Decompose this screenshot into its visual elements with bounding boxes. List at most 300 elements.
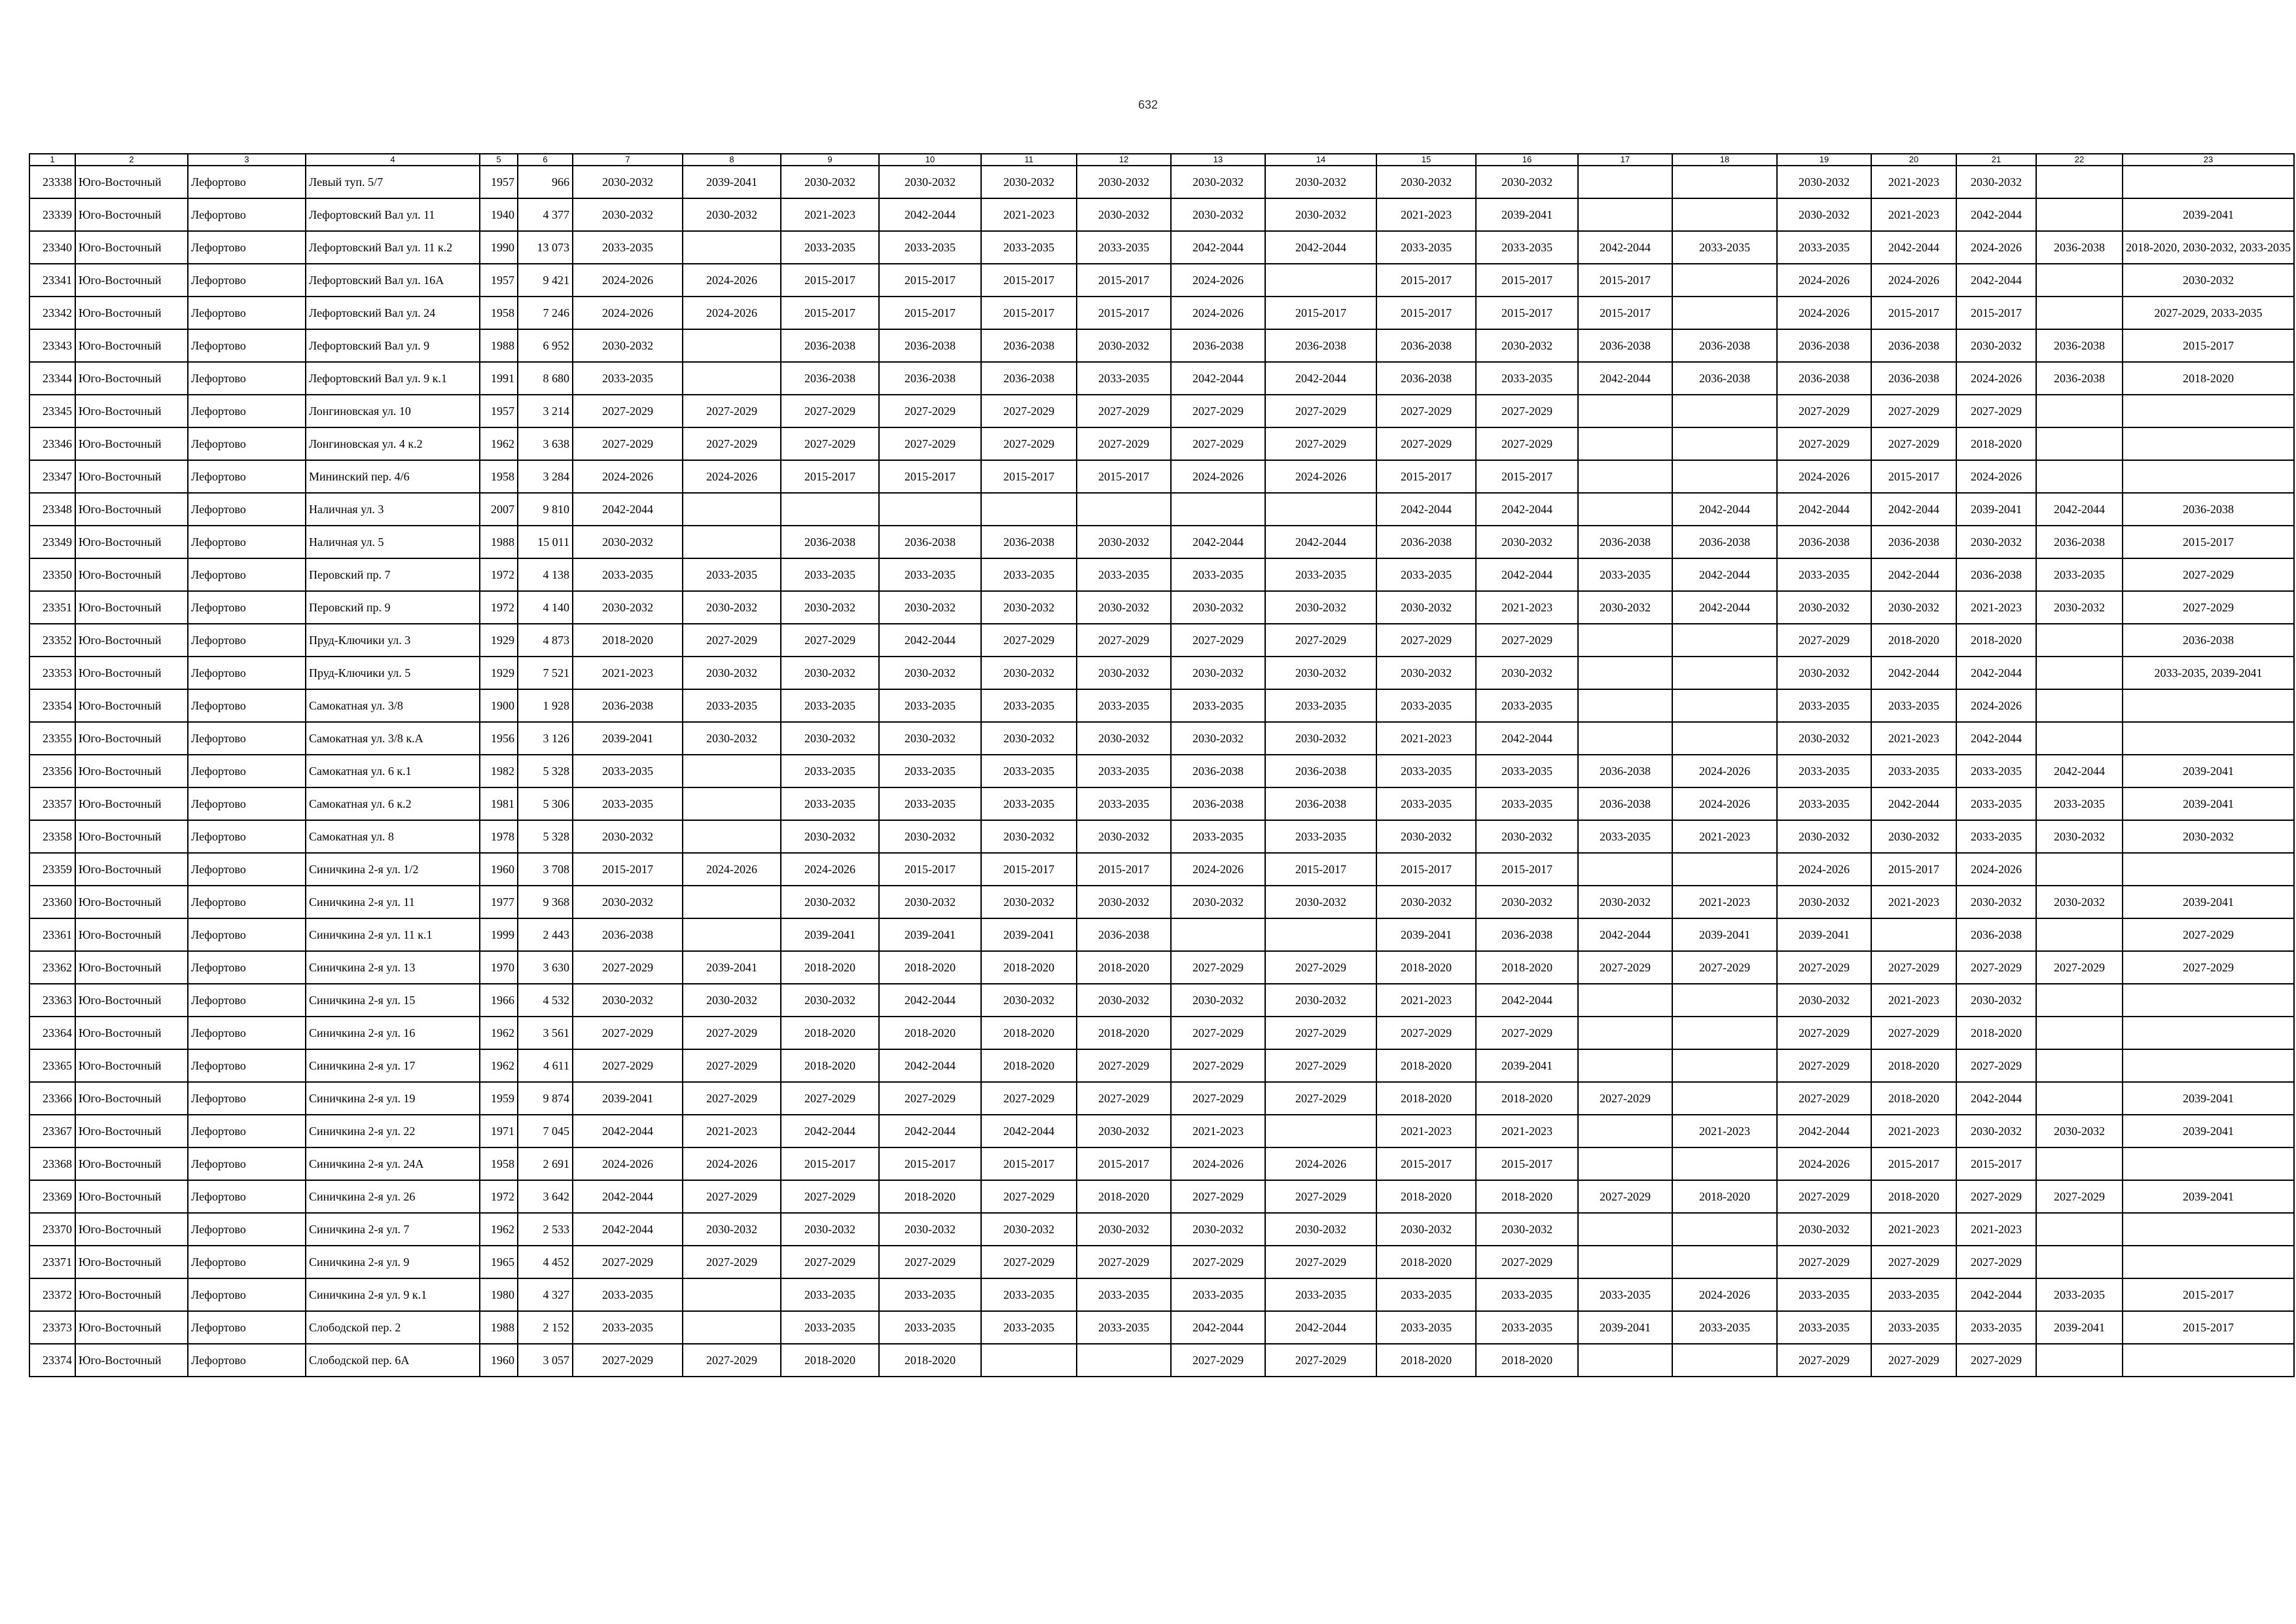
period-cell-col-9: 2027-2029 [781,1180,879,1213]
period-cell-col-8: 2027-2029 [683,427,781,460]
period-cell-col-11: 2027-2029 [981,624,1077,657]
table-row [29,624,2294,657]
period-cell-col-14: 2030-2032 [1265,591,1376,624]
district-cell: Юго-Восточный [75,427,188,460]
period-cell-col-16: 2027-2029 [1476,1017,1578,1049]
period-cell-col-16: 2018-2020 [1476,951,1578,984]
build-year-cell: 1900 [480,689,518,722]
area-cell: Лефортово [188,362,306,395]
period-cell-col-12: 2027-2029 [1077,1246,1171,1278]
period-cell-col-15: 2027-2029 [1376,395,1476,427]
period-cell-col-21: 2027-2029 [1956,1344,2036,1377]
period-cell-col-12: 2015-2017 [1077,297,1171,329]
period-cell-col-7: 2033-2035 [573,1278,683,1311]
period-cell-col-11: 2030-2032 [981,591,1077,624]
period-cell-col-22: 2027-2029 [2036,951,2123,984]
period-cell-col-7: 2033-2035 [573,558,683,591]
build-year-cell: 1999 [480,918,518,951]
period-cell-col-18: 2021-2023 [1672,886,1777,918]
total-area-cell: 9 874 [518,1082,573,1115]
period-cell-col-17: 2015-2017 [1578,264,1672,297]
period-cell-col-17 [1578,657,1672,689]
period-cell-col-11: 2033-2035 [981,689,1077,722]
period-cell-col-17: 2033-2035 [1578,558,1672,591]
period-cell-col-14: 2024-2026 [1265,1147,1376,1180]
period-cell-col-12: 2030-2032 [1077,722,1171,755]
period-cell-col-18 [1672,624,1777,657]
total-area-cell: 13 073 [518,231,573,264]
period-cell-col-7: 2042-2044 [573,1213,683,1246]
total-area-cell: 15 011 [518,526,573,558]
period-cell-col-14: 2033-2035 [1265,820,1376,853]
period-cell-col-11: 2027-2029 [981,395,1077,427]
table-row [29,1278,2294,1311]
period-cell-col-7: 2024-2026 [573,1147,683,1180]
period-cell-col-21: 2021-2023 [1956,591,2036,624]
period-cell-col-17 [1578,1147,1672,1180]
period-cell-col-21: 2027-2029 [1956,1246,2036,1278]
period-cell-col-15: 2027-2029 [1376,427,1476,460]
period-cell-col-19: 2024-2026 [1777,1147,1871,1180]
period-cell-col-20: 2021-2023 [1871,886,1956,918]
period-cell-col-18: 2018-2020 [1672,1180,1777,1213]
period-cell-col-18 [1672,853,1777,886]
district-cell: Юго-Восточный [75,624,188,657]
period-cell-col-15: 2018-2020 [1376,1180,1476,1213]
address-cell: Синичкина 2-я ул. 22 [306,1115,480,1147]
period-cell-col-14 [1265,264,1376,297]
period-cell-col-17: 2015-2017 [1578,297,1672,329]
period-cell-col-23 [2123,1049,2294,1082]
period-cell-col-22: 2036-2038 [2036,362,2123,395]
period-cell-col-16: 2030-2032 [1476,886,1578,918]
area-cell: Лефортово [188,1147,306,1180]
column-header-12: 12 [1077,154,1171,166]
period-cell-col-12: 2018-2020 [1077,1017,1171,1049]
area-cell: Лефортово [188,558,306,591]
address-cell: Слободской пер. 2 [306,1311,480,1344]
period-cell-col-21: 2021-2023 [1956,1213,2036,1246]
period-cell-col-22 [2036,1213,2123,1246]
period-cell-col-19: 2033-2035 [1777,1278,1871,1311]
period-cell-col-22 [2036,689,2123,722]
period-cell-col-12: 2015-2017 [1077,460,1171,493]
period-cell-col-20: 2027-2029 [1871,427,1956,460]
period-cell-col-8: 2030-2032 [683,722,781,755]
period-cell-col-11: 2036-2038 [981,526,1077,558]
period-cell-col-23 [2123,1246,2294,1278]
period-cell-col-10: 2015-2017 [879,264,981,297]
period-cell-col-13: 2024-2026 [1171,264,1265,297]
period-cell-col-11: 2033-2035 [981,231,1077,264]
period-cell-col-7: 2042-2044 [573,493,683,526]
area-cell: Лефортово [188,493,306,526]
total-area-cell: 9 421 [518,264,573,297]
period-cell-col-8: 2024-2026 [683,264,781,297]
period-cell-col-10: 2033-2035 [879,787,981,820]
period-cell-col-19: 2030-2032 [1777,657,1871,689]
period-cell-col-17: 2027-2029 [1578,1180,1672,1213]
address-cell: Синичкина 2-я ул. 15 [306,984,480,1017]
period-cell-col-22 [2036,427,2123,460]
area-cell: Лефортово [188,1311,306,1344]
period-cell-col-11: 2033-2035 [981,1278,1077,1311]
period-cell-col-12: 2030-2032 [1077,1115,1171,1147]
period-cell-col-18 [1672,460,1777,493]
total-area-cell: 2 443 [518,918,573,951]
period-cell-col-17: 2042-2044 [1578,362,1672,395]
period-cell-col-20: 2027-2029 [1871,951,1956,984]
period-cell-col-13: 2027-2029 [1171,1180,1265,1213]
record-number-cell: 23338 [29,166,75,198]
district-cell: Юго-Восточный [75,591,188,624]
address-cell: Лефортовский Вал ул. 16А [306,264,480,297]
period-cell-col-10: 2033-2035 [879,231,981,264]
period-cell-col-14: 2027-2029 [1265,395,1376,427]
period-cell-col-17 [1578,1213,1672,1246]
period-cell-col-11 [981,493,1077,526]
period-cell-col-8: 2030-2032 [683,984,781,1017]
period-cell-col-10: 2039-2041 [879,918,981,951]
period-cell-col-20: 2018-2020 [1871,1049,1956,1082]
build-year-cell: 1988 [480,329,518,362]
period-cell-col-8: 2033-2035 [683,689,781,722]
period-cell-col-10: 2027-2029 [879,395,981,427]
period-cell-col-9: 2015-2017 [781,297,879,329]
record-number-cell: 23373 [29,1311,75,1344]
period-cell-col-21: 2030-2032 [1956,1115,2036,1147]
area-cell: Лефортово [188,198,306,231]
period-cell-col-18 [1672,395,1777,427]
period-cell-col-23: 2027-2029 [2123,918,2294,951]
area-cell: Лефортово [188,329,306,362]
period-cell-col-19: 2030-2032 [1777,198,1871,231]
total-area-cell: 6 952 [518,329,573,362]
address-cell: Синичкина 2-я ул. 9 [306,1246,480,1278]
period-cell-col-15: 2030-2032 [1376,591,1476,624]
period-cell-col-9: 2024-2026 [781,853,879,886]
area-cell: Лефортово [188,657,306,689]
area-cell: Лефортово [188,1278,306,1311]
period-cell-col-8: 2030-2032 [683,591,781,624]
period-cell-col-11: 2015-2017 [981,460,1077,493]
district-cell: Юго-Восточный [75,787,188,820]
period-cell-col-13: 2036-2038 [1171,787,1265,820]
period-cell-col-19: 2033-2035 [1777,1311,1871,1344]
period-cell-col-7: 2018-2020 [573,624,683,657]
period-cell-col-20: 2042-2044 [1871,231,1956,264]
period-cell-col-19: 2033-2035 [1777,755,1871,787]
period-cell-col-21: 2033-2035 [1956,1311,2036,1344]
period-cell-col-14: 2042-2044 [1265,231,1376,264]
district-cell: Юго-Восточный [75,1082,188,1115]
district-cell: Юго-Восточный [75,1246,188,1278]
address-cell: Слободской пер. 6А [306,1344,480,1377]
area-cell: Лефортово [188,1213,306,1246]
period-cell-col-19: 2024-2026 [1777,460,1871,493]
period-cell-col-12: 2033-2035 [1077,755,1171,787]
period-cell-col-11: 2036-2038 [981,362,1077,395]
total-area-cell: 3 630 [518,951,573,984]
period-cell-col-19: 2036-2038 [1777,329,1871,362]
build-year-cell: 1959 [480,1082,518,1115]
period-cell-col-12: 2015-2017 [1077,264,1171,297]
period-cell-col-11: 2030-2032 [981,984,1077,1017]
period-cell-col-23: 2039-2041 [2123,755,2294,787]
period-cell-col-8: 2024-2026 [683,297,781,329]
period-cell-col-11: 2021-2023 [981,198,1077,231]
build-year-cell: 1940 [480,198,518,231]
period-cell-col-12: 2030-2032 [1077,886,1171,918]
period-cell-col-23: 2036-2038 [2123,493,2294,526]
district-cell: Юго-Восточный [75,297,188,329]
total-area-cell: 2 152 [518,1311,573,1344]
address-cell: Перовский пр. 9 [306,591,480,624]
build-year-cell: 1978 [480,820,518,853]
period-cell-col-20: 2042-2044 [1871,493,1956,526]
period-cell-col-21: 2024-2026 [1956,362,2036,395]
table-row [29,526,2294,558]
period-cell-col-13: 2030-2032 [1171,886,1265,918]
period-cell-col-22: 2033-2035 [2036,1278,2123,1311]
period-cell-col-11: 2030-2032 [981,820,1077,853]
period-cell-col-17 [1578,395,1672,427]
address-cell: Пруд-Ключики ул. 5 [306,657,480,689]
period-cell-col-16: 2033-2035 [1476,362,1578,395]
period-cell-col-19: 2033-2035 [1777,689,1871,722]
period-cell-col-10: 2018-2020 [879,1344,981,1377]
period-cell-col-15: 2018-2020 [1376,1246,1476,1278]
record-number-cell: 23366 [29,1082,75,1115]
period-cell-col-18 [1672,984,1777,1017]
period-cell-col-10: 2042-2044 [879,198,981,231]
period-cell-col-12: 2030-2032 [1077,657,1171,689]
period-cell-col-13: 2027-2029 [1171,1082,1265,1115]
period-cell-col-19: 2027-2029 [1777,1180,1871,1213]
period-cell-col-10: 2030-2032 [879,1213,981,1246]
address-cell: Синичкина 2-я ул. 13 [306,951,480,984]
period-cell-col-11: 2036-2038 [981,329,1077,362]
period-cell-col-15: 2015-2017 [1376,264,1476,297]
total-area-cell: 4 138 [518,558,573,591]
record-number-cell: 23367 [29,1115,75,1147]
build-year-cell: 1970 [480,951,518,984]
area-cell: Лефортово [188,984,306,1017]
build-year-cell: 1977 [480,886,518,918]
total-area-cell: 3 057 [518,1344,573,1377]
period-cell-col-18: 2042-2044 [1672,558,1777,591]
total-area-cell: 4 611 [518,1049,573,1082]
period-cell-col-18 [1672,1082,1777,1115]
area-cell: Лефортово [188,231,306,264]
period-cell-col-19: 2027-2029 [1777,624,1871,657]
period-cell-col-10: 2015-2017 [879,853,981,886]
period-cell-col-9: 2033-2035 [781,231,879,264]
table-row [29,297,2294,329]
period-cell-col-15: 2015-2017 [1376,460,1476,493]
period-cell-col-23 [2123,689,2294,722]
period-cell-col-20: 2024-2026 [1871,264,1956,297]
period-cell-col-20: 2033-2035 [1871,689,1956,722]
address-cell: Синичкина 2-я ул. 11 к.1 [306,918,480,951]
period-cell-col-9: 2027-2029 [781,624,879,657]
district-cell: Юго-Восточный [75,1311,188,1344]
total-area-cell: 3 642 [518,1180,573,1213]
total-area-cell: 3 214 [518,395,573,427]
period-cell-col-11 [981,1344,1077,1377]
record-number-cell: 23368 [29,1147,75,1180]
area-cell: Лефортово [188,689,306,722]
period-cell-col-20: 2015-2017 [1871,1147,1956,1180]
period-cell-col-11: 2027-2029 [981,1180,1077,1213]
area-cell: Лефортово [188,951,306,984]
period-cell-col-8: 2039-2041 [683,166,781,198]
period-cell-col-21: 2015-2017 [1956,297,2036,329]
build-year-cell: 1957 [480,166,518,198]
period-cell-col-23: 2027-2029 [2123,591,2294,624]
address-cell: Синичкина 2-я ул. 7 [306,1213,480,1246]
period-cell-col-20: 2033-2035 [1871,1278,1956,1311]
district-cell: Юго-Восточный [75,231,188,264]
period-cell-col-17: 2033-2035 [1578,1278,1672,1311]
period-cell-col-11: 2039-2041 [981,918,1077,951]
period-cell-col-10: 2030-2032 [879,886,981,918]
table-row [29,787,2294,820]
address-cell: Синичкина 2-я ул. 16 [306,1017,480,1049]
total-area-cell: 966 [518,166,573,198]
period-cell-col-20: 2033-2035 [1871,755,1956,787]
table-row [29,558,2294,591]
period-cell-col-8: 2030-2032 [683,657,781,689]
period-cell-col-20: 2021-2023 [1871,722,1956,755]
period-cell-col-22 [2036,1147,2123,1180]
area-cell: Лефортово [188,264,306,297]
period-cell-col-8: 2027-2029 [683,1049,781,1082]
period-cell-col-23 [2123,984,2294,1017]
period-cell-col-16: 2033-2035 [1476,755,1578,787]
period-cell-col-17: 2030-2032 [1578,886,1672,918]
period-cell-col-21: 2033-2035 [1956,755,2036,787]
column-header-3: 3 [188,154,306,166]
period-cell-col-14: 2027-2029 [1265,1180,1376,1213]
period-cell-col-13: 2033-2035 [1171,820,1265,853]
total-area-cell: 3 561 [518,1017,573,1049]
period-cell-col-18 [1672,427,1777,460]
housing-repair-schedule-table [29,153,2295,1377]
period-cell-col-7: 2036-2038 [573,689,683,722]
period-cell-col-7: 2033-2035 [573,1311,683,1344]
table-row [29,591,2294,624]
period-cell-col-9: 2027-2029 [781,427,879,460]
period-cell-col-17 [1578,624,1672,657]
area-cell: Лефортово [188,853,306,886]
district-cell: Юго-Восточный [75,1147,188,1180]
build-year-cell: 1962 [480,1213,518,1246]
table-row [29,689,2294,722]
period-cell-col-7: 2030-2032 [573,886,683,918]
build-year-cell: 1966 [480,984,518,1017]
address-cell: Пруд-Ключики ул. 3 [306,624,480,657]
table-row [29,427,2294,460]
period-cell-col-16: 2033-2035 [1476,689,1578,722]
period-cell-col-12: 2033-2035 [1077,1278,1171,1311]
period-cell-col-15: 2030-2032 [1376,657,1476,689]
period-cell-col-16: 2015-2017 [1476,1147,1578,1180]
total-area-cell: 2 533 [518,1213,573,1246]
period-cell-col-19: 2027-2029 [1777,1017,1871,1049]
area-cell: Лефортово [188,1082,306,1115]
build-year-cell: 1972 [480,1180,518,1213]
column-header-10: 10 [879,154,981,166]
area-cell: Лефортово [188,1180,306,1213]
period-cell-col-11: 2030-2032 [981,166,1077,198]
address-cell: Лонгиновская ул. 10 [306,395,480,427]
period-cell-col-9: 2018-2020 [781,1017,879,1049]
address-cell: Самокатная ул. 3/8 к.А [306,722,480,755]
period-cell-col-10: 2018-2020 [879,951,981,984]
period-cell-col-18: 2033-2035 [1672,1311,1777,1344]
period-cell-col-23 [2123,853,2294,886]
period-cell-col-16: 2027-2029 [1476,427,1578,460]
period-cell-col-20: 2015-2017 [1871,853,1956,886]
period-cell-col-23: 2027-2029 [2123,558,2294,591]
period-cell-col-7: 2027-2029 [573,395,683,427]
district-cell: Юго-Восточный [75,1278,188,1311]
period-cell-col-13 [1171,493,1265,526]
address-cell: Наличная ул. 3 [306,493,480,526]
area-cell: Лефортово [188,820,306,853]
period-cell-col-18 [1672,1344,1777,1377]
period-cell-col-19: 2030-2032 [1777,722,1871,755]
district-cell: Юго-Восточный [75,984,188,1017]
period-cell-col-17 [1578,1017,1672,1049]
total-area-cell: 7 246 [518,297,573,329]
record-number-cell: 23365 [29,1049,75,1082]
period-cell-col-12: 2030-2032 [1077,1213,1171,1246]
period-cell-col-10: 2042-2044 [879,624,981,657]
period-cell-col-23: 2015-2017 [2123,1311,2294,1344]
column-header-13: 13 [1171,154,1265,166]
period-cell-col-10: 2033-2035 [879,755,981,787]
period-cell-col-9: 2036-2038 [781,526,879,558]
period-cell-col-12: 2033-2035 [1077,231,1171,264]
record-number-cell: 23372 [29,1278,75,1311]
period-cell-col-10 [879,493,981,526]
period-cell-col-15: 2015-2017 [1376,853,1476,886]
period-cell-col-9: 2015-2017 [781,460,879,493]
period-cell-col-7: 2027-2029 [573,1344,683,1377]
table-row [29,755,2294,787]
period-cell-col-17 [1578,689,1672,722]
period-cell-col-13: 2033-2035 [1171,1278,1265,1311]
record-number-cell: 23339 [29,198,75,231]
record-number-cell: 23346 [29,427,75,460]
column-header-14: 14 [1265,154,1376,166]
period-cell-col-9: 2042-2044 [781,1115,879,1147]
table-row [29,198,2294,231]
period-cell-col-21: 2042-2044 [1956,722,2036,755]
period-cell-col-7: 2027-2029 [573,1246,683,1278]
build-year-cell: 1958 [480,1147,518,1180]
period-cell-col-8: 2027-2029 [683,624,781,657]
table-row [29,264,2294,297]
period-cell-col-19: 2024-2026 [1777,853,1871,886]
period-cell-col-9: 2036-2038 [781,362,879,395]
district-cell: Юго-Восточный [75,886,188,918]
period-cell-col-15: 2033-2035 [1376,787,1476,820]
total-area-cell: 5 328 [518,820,573,853]
build-year-cell: 1962 [480,1049,518,1082]
